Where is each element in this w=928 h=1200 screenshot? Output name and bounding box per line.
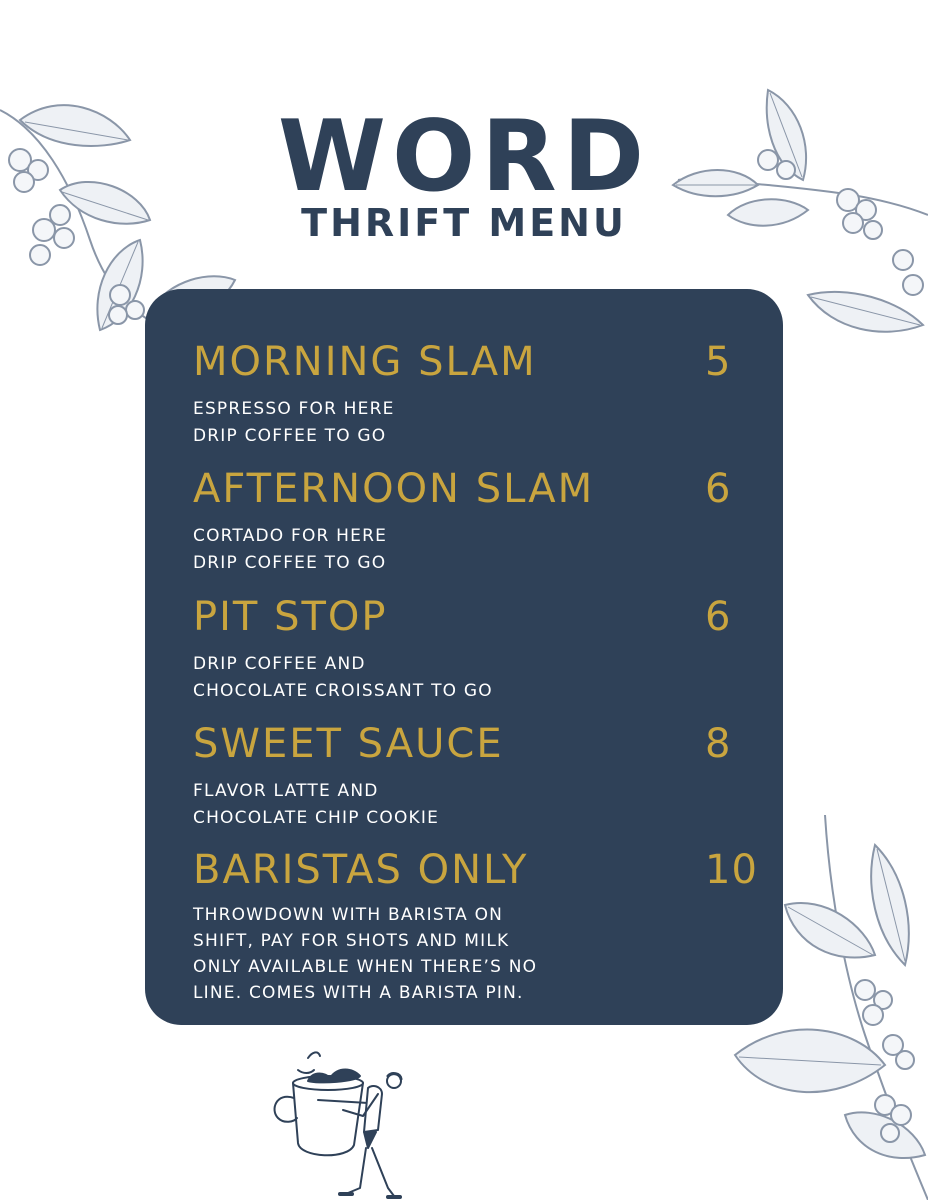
- description-line: LINE. COMES WITH A BARISTA PIN.: [193, 983, 524, 1003]
- menu-item-name: AFTERNOON SLAM: [193, 466, 595, 512]
- description-line: DRIP COFFEE TO GO: [193, 553, 387, 573]
- word-logo: WORD: [277, 100, 651, 214]
- menu-item-description: [193, 523, 613, 577]
- description-line: FLAVOR LATTE AND: [193, 781, 379, 801]
- menu-item-description: [193, 902, 613, 1006]
- menu-subtitle: THRIFT MENU: [301, 201, 627, 245]
- menu-item-price: 5: [705, 339, 732, 385]
- menu-item-price: 6: [705, 466, 732, 512]
- menu-item-price: 8: [705, 721, 732, 767]
- menu-item-description: [193, 651, 613, 705]
- description-line: ESPRESSO FOR HERE: [193, 399, 395, 419]
- description-line: CORTADO FOR HERE: [193, 526, 388, 546]
- description-line: DRIP COFFEE AND: [193, 654, 366, 674]
- menu-item-name: PIT STOP: [193, 594, 388, 640]
- description-line: THROWDOWN WITH BARISTA ON: [193, 905, 504, 925]
- menu-item-price: 6: [705, 594, 732, 640]
- description-line: ONLY AVAILABLE WHEN THERE’S NO: [193, 957, 538, 977]
- menu-item-name: BARISTAS ONLY: [193, 847, 529, 893]
- description-line: CHOCOLATE CHIP COOKIE: [193, 808, 440, 828]
- menu-item-price: 10: [705, 847, 758, 893]
- menu-item-name: SWEET SAUCE: [193, 721, 504, 767]
- description-line: CHOCOLATE CROISSANT TO GO: [193, 681, 493, 701]
- description-line: DRIP COFFEE TO GO: [193, 426, 387, 446]
- menu-item-name: MORNING SLAM: [193, 339, 537, 385]
- menu-panel: [145, 289, 783, 1025]
- description-line: SHIFT, PAY FOR SHOTS AND MILK: [193, 931, 510, 951]
- person-carrying-coffee-cup-illustration: [268, 1048, 418, 1200]
- menu-item-description: [193, 778, 613, 832]
- menu-item-description: [193, 396, 613, 450]
